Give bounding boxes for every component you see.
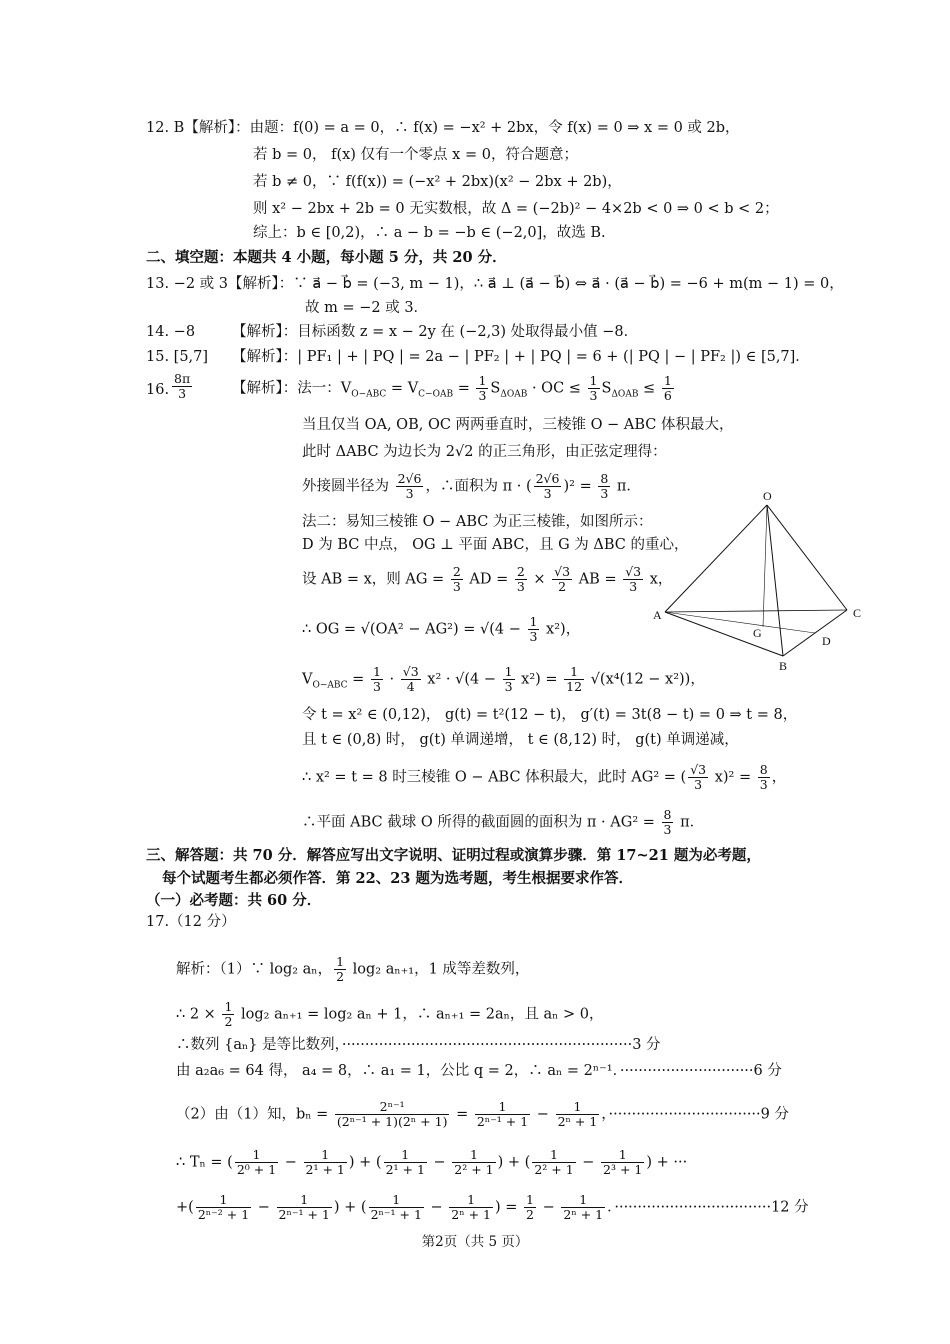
q16-line-8: ∴ OG = √(OA² − AG²) = √(4 − $\frac{1}{3}$ x²)， xyxy=(302,614,581,644)
q13-line-2: 故 m = −2 或 3． xyxy=(305,300,429,316)
label-O: O xyxy=(763,489,772,503)
edge-AC xyxy=(665,610,847,612)
q17-line-3: ∴数列 {aₙ} 是等比数列，·······························································3 分 xyxy=(176,1037,661,1053)
q15-solution: 【解析】：| PF₁ | + | PQ | = 2a − | PF₂ | + | PQ | = 6 + (| PQ | − | PF₂ |) ∈ [5,7]． xyxy=(232,349,810,365)
q14-solution: 【解析】：目标函数 z = x − 2y 在 (−2,3) 处取得最小值 −8． xyxy=(232,324,639,340)
q14-number: 14. −8 xyxy=(146,324,196,340)
q17-line-5: （2）由（1）知，bₙ = $\frac{\text{2ⁿ⁻¹}}{\text{(2ⁿ⁻¹ + 1)(2ⁿ + 1)}}$ = $\frac{1}{\text{2ⁿ⁻¹ + 1}}$ − $\frac{1}{\text{2ⁿ + 1}}$ ，·································9 分 xyxy=(176,1099,789,1129)
label-C: C xyxy=(853,606,862,620)
q12-line-5: 综上：b ∈ [0,2)，∴ a − b = −b ∈ (−2,0]，故选 B. xyxy=(253,225,606,241)
page-footer: 第2页（共 5 页） xyxy=(421,1234,529,1250)
q15-number: 15. [5,7] xyxy=(146,349,209,365)
q16-line-4: 外接圆半径为 $\frac{2√6}{3}$ ，∴面积为 π · ( $\frac{2√6}{3}$ )² = $\frac{8}{3}$ π． xyxy=(302,471,641,501)
q16-line-2: 当且仅当 OA, OB, OC 两两垂直时，三棱锥 O − ABC 体积最大， xyxy=(302,417,734,433)
q16-answer: $\frac{8\pi}{3}$ xyxy=(174,371,191,401)
section-3-heading: 三、解答题：共 70 分．解答应写出文字说明、证明过程或演算步骤．第 17~21 题为必考题， xyxy=(146,847,761,864)
edge-AB xyxy=(665,612,783,656)
q16-line-12: ∴ x² = t = 8 时三棱锥 O − ABC 体积最大，此时 AG² = ( $\frac{√3}{3}$ x)² = $\frac{8}{3}$ ， xyxy=(302,762,787,792)
q16-line-3: 此时 ΔABC 为边长为 2√2 的正三角形，由正弦定理得： xyxy=(302,444,667,460)
q12-line-2: 若 b = 0， f(x) 仅有一个零点 x = 0，符合题意； xyxy=(253,147,578,163)
tetrahedron-figure xyxy=(650,488,870,678)
segment-AD xyxy=(665,612,815,633)
q12-line-1: 12. B【解析】：由题：f(0) = a = 0，∴ f(x) = −x² + 2bx，令 f(x) = 0 ⇒ x = 0 或 2b， xyxy=(146,120,740,136)
q16-method-1: 【解析】：法一：$V_{O-ABC} = V_{C-OAB}$ = $\frac{1}{3}$ $S_{\Delta OAB}$ · OC ≤ $\frac{1}{3}$ $S_{\Delta OAB}$ ≤ $\frac{1}{6}$ xyxy=(232,373,672,403)
edge-OB xyxy=(767,505,783,656)
q12-line-4: 则 x² − 2bx + 2b = 0 无实数根，故 Δ = (−2b)² − 4×2b < 0 ⇒ 0 < b < 2； xyxy=(253,201,779,217)
q17-line-6: ∴ Tₙ = ( $\frac{1}{\text{2⁰ + 1}}$ − $\frac{1}{\text{2¹ + 1}}$ ) + ( $\frac{1}{\text{2¹ + 1}}$ − $\frac{1}{\text{2² + 1}}$ ) + ( $\frac{1}{\text{2² + 1}}$ − $\frac{1}{\text{2³ + 1}}$ ) + ··· xyxy=(176,1147,688,1177)
edge-OC xyxy=(767,505,847,610)
q16-line-9: $V_{O-ABC}$ = $\frac{1}{3}$ · $\frac{√3}{4}$ x² · √(4 − $\frac{1}{3}$ x²) = $\frac{1}{12}$ √(x⁴(12 − x²))， xyxy=(302,664,705,694)
q16-line-10: 令 t = x² ∈ (0,12)， g(t) = t²(12 − t)， g′(t) = 3t(8 − t) = 0 ⇒ t = 8， xyxy=(302,707,798,723)
edge-OA xyxy=(665,505,767,612)
section-3-line-2: 每个试题考生都必须作答．第 22、23 题为选考题，考生根据要求作答． xyxy=(162,870,633,887)
q16-line-5: 法二：易知三棱锥 O − ABC 为正三棱锥，如图所示： xyxy=(302,514,653,530)
q17-line-7: +( $\frac{1}{\text{2ⁿ⁻² + 1}}$ − $\frac{1}{\text{2ⁿ⁻¹ + 1}}$ ) + ( $\frac{1}{\text{2ⁿ⁻¹ + 1}}$ − $\frac{1}{\text{2ⁿ + 1}}$ ) = $\frac{1}{2}$ − $\frac{1}{\text{2ⁿ + 1}}$ ．··································12 分 xyxy=(176,1192,809,1222)
label-B: B xyxy=(779,659,788,673)
q12-line-3: 若 b ≠ 0，∵ f(f(x)) = (−x² + 2bx)(x² − 2bx + 2b)， xyxy=(253,174,622,190)
q17-heading: 17.（12 分） xyxy=(146,914,236,930)
q16-line-7: 设 AB = x，则 AG = $\frac{2}{3}$ AD = $\frac{2}{3}$ × $\frac{√3}{2}$ AB = $\frac{√3}{3}$ x， xyxy=(302,564,673,594)
q17-line-1: 解析：（1）∵ log₂ aₙ， $\frac{1}{2}$ log₂ aₙ₊₁，1 成等差数列， xyxy=(176,954,530,984)
q16-number: 16. xyxy=(146,382,170,398)
section-2-heading: 二、填空题：本题共 4 小题，每小题 5 分，共 20 分． xyxy=(146,249,507,266)
q13-line-1: 13. −2 或 3【解析】：∵ a⃗ − b⃗ = (−3, m − 1)，∴ a⃗ ⊥ (a⃗ − b⃗) ⇔ a⃗ · (a⃗ − b⃗) = −6 + m(m − 1) = 0， xyxy=(146,276,844,292)
q16-line-6: D 为 BC 中点， OG ⊥ 平面 ABC，且 G 为 ΔBC 的重心， xyxy=(302,537,689,553)
segment-OG xyxy=(763,505,767,627)
q17-line-4: 由 a₂a₆ = 64 得， a₄ = 8，∴ a₁ = 1，公比 q = 2，∴ aₙ = 2ⁿ⁻¹．·····························6 分 xyxy=(176,1063,782,1079)
label-A: A xyxy=(653,608,662,622)
section-3-sub-heading: （一）必考题：共 60 分． xyxy=(146,892,322,909)
q16-line-11: 且 t ∈ (0,8) 时， g(t) 单调递增， t ∈ (8,12) 时， g(t) 单调递减， xyxy=(302,732,739,748)
q17-line-2: ∴ 2 × $\frac{1}{2}$ log₂ aₙ₊₁ = log₂ aₙ + 1，∴ aₙ₊₁ = 2aₙ，且 aₙ > 0， xyxy=(176,999,604,1029)
label-G: G xyxy=(753,626,762,640)
q16-line-13: ∴平面 ABC 截球 O 所得的截面圆的面积为 π · AG² = $\frac{8}{3}$ π． xyxy=(302,807,705,837)
label-D: D xyxy=(822,634,831,648)
